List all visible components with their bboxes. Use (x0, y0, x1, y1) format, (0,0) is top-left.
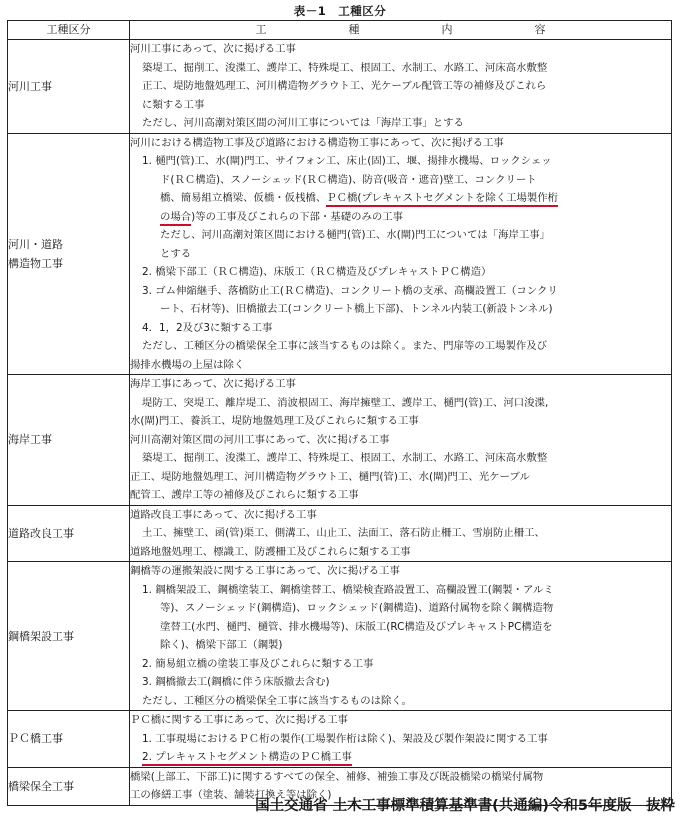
content-line: 水(閘)門工、養浜工、堤防地盤処理工及びこれらに類する工事 (130, 415, 419, 427)
content-line: 4．1，2及び3に類する工事 (142, 321, 273, 334)
category-label: 橋梁保全工事 (8, 779, 74, 793)
table-row (8, 375, 672, 506)
content-line (130, 748, 671, 767)
table-row (8, 505, 672, 562)
content-line: 除く)、橋梁下部工（鋼製) (160, 639, 283, 651)
content-line: ただし、工種区分の橋梁保全工事に該当するものは除く。 (142, 694, 412, 707)
table-row (8, 133, 672, 375)
content-text: )等の工事及びこれらの下部・基礎のみの工事 (191, 210, 404, 223)
content-line: ド(ＲＣ構造)、スノーシェッド(ＲＣ構造)、防音(吸音・遮音)壁工、コンクリート (160, 173, 537, 186)
content-line: とする (160, 247, 192, 260)
content-line (130, 208, 671, 227)
content-line: 正工、堤防地盤処理工、河川構造物グラウト工、樋門(管)工、水(閘)門工、光ケーブル (130, 470, 530, 483)
content-cell (130, 562, 672, 711)
content-cell (130, 133, 672, 375)
table-row (8, 711, 672, 768)
category-label: 構造物工事 (8, 256, 63, 270)
content-cell (130, 711, 672, 768)
content-line: 堤防工、突堤工、離岸堤工、消波根固工、海岸擁壁工、護岸工、樋門(管)工、河口浚渫, (142, 396, 549, 409)
content-line: 3. 鋼橋撤去工(鋼橋に伴う床版撤去含む) (142, 676, 330, 688)
content-line: ただし、工種区分の橋梁保全工事に該当するものは除く。また、門扉等の工場製作及び (142, 340, 548, 352)
category-label: 海岸工事 (8, 433, 52, 447)
category-label: 鋼橋架設工事 (8, 629, 74, 643)
content-line: 河川高潮対策区間の河川工事にあって、次に掲げる工事 (130, 433, 390, 446)
category-cell (8, 375, 130, 506)
source-footer: 国土交通省 土木工事標準積算基準書(共通編)令和5年度版 抜粋 (255, 798, 675, 814)
content-line: 橋梁(上部工、下部工)に関するすべての保全、補修、補強工事及び既設橋梁の橋梁付属物 (130, 770, 544, 783)
category-cell (8, 767, 130, 805)
content-line: 築堤工、掘削工、浚渫工、護岸工、特殊堤工、根固工、水制工、水路工、河床高水敷整 (142, 61, 548, 74)
content-line: 等)、スノーシェッド(鋼構造)、ロックシェッド(鋼構造)、道路付属物を除く鋼構造物 (160, 602, 554, 614)
category-label: 道路改良工事 (8, 526, 74, 540)
content-line: 塗替工(水門、樋門、樋管、排水機場等)、床版工(RC構造及びプレキャストPC構造を (160, 620, 553, 633)
category-cell (8, 133, 130, 375)
content-line: 1. 鋼橋架設工、鋼橋塗装工、鋼橋塗替工、橋梁検査路設置工、高欄設置工(鋼製・アルミ (142, 583, 554, 596)
highlighted-text: ＰＣ橋(プレキャストセグメントを除く工場製作桁 (326, 192, 558, 207)
content-line: 2. 簡易組立橋の塗装工事及びこれらに類する工事 (142, 657, 374, 670)
content-line: ただし、河川高潮対策区間における樋門(管)工、水(閘)門工については「海岸工事」 (160, 229, 551, 241)
category-label: 河川工事 (8, 79, 52, 93)
content-line: 土工、擁壁工、函(管)渠工、側溝工、山止工、法面工、落石防止柵工、雪崩防止柵工、 (142, 527, 545, 539)
content-line: 配管工、護岸工等の補修及びこれらに類する工事 (130, 489, 359, 501)
content-cell (130, 375, 672, 506)
table-row (8, 562, 672, 711)
content-line: 河川における構造物工事及び道路における構造物工事にあって、次に掲げる工事 (130, 136, 504, 149)
content-line: 2. 橋梁下部工（ＲＣ構造)、床版工（ＲＣ構造及びプレキャストＰＣ構造） (142, 266, 492, 278)
content-line: ＰＣ橋に関する工事にあって、次に掲げる工事 (130, 714, 348, 726)
content-line: に類する工事 (142, 98, 205, 111)
content-line: 道路改良工事にあって、次に掲げる工事 (130, 508, 317, 521)
table-row (8, 40, 672, 134)
content-line (130, 189, 671, 208)
content-line: ート、石材等)、旧橋撤去工(コンクリート橋上下部)、トンネル内装工(新設トンネル) (160, 303, 553, 315)
work-type-table (7, 20, 672, 806)
content-line: 工の修繕工事（塗装、舗装打換え等は除く) (130, 789, 332, 801)
content-line: 河川工事にあって、次に掲げる工事 (130, 43, 296, 55)
header-category: 工種区分 (8, 21, 130, 40)
content-cell (130, 505, 672, 562)
content-line: 築堤工、掘削工、浚渫工、護岸工、特殊堤工、根固工、水制工、水路工、河床高水敷整 (142, 452, 548, 464)
category-cell (8, 40, 130, 134)
content-text: 橋、簡易組立橋梁、仮橋・仮桟橋、 (160, 192, 327, 204)
category-label: 河川・道路 (8, 237, 63, 251)
table-caption: 表－1 工種区分 (293, 4, 387, 18)
content-line: 3. ゴム伸縮継手、落橋防止工(ＲＣ構造)、コンクリート橋の支承、高欄設置工（コンクリ (142, 284, 558, 297)
category-cell (8, 711, 130, 768)
highlighted-text: 2. プレキャストセグメント構造のＰＣ橋工事 (142, 751, 352, 766)
table-header-row (8, 21, 672, 40)
category-label: ＰＣ橋工事 (8, 732, 63, 746)
highlighted-text: の場合 (160, 211, 191, 226)
content-line: 海岸工事にあって、次に掲げる工事 (130, 378, 296, 390)
content-line: 道路地盤処理工、標識工、防護柵工及びこれらに類する工事 (130, 545, 411, 558)
content-line: 正工、堤防地盤処理工、河川構造物グラウト工、光ケーブル配管工等の補修及びこれら (142, 80, 547, 92)
header-content: 工 種 内 容 (130, 21, 672, 40)
content-cell (130, 40, 672, 134)
content-line: 揚排水機場の上屋は除く (130, 358, 245, 371)
content-line: 1. 樋門(管)工、水(閘)門工、サイフォン工、床止(固)工、堰、揚排水機場、ロックシェッ (142, 155, 552, 167)
content-line: 1. 工事現場におけるＰＣ桁の製作(工場製作桁は除く)、架設及び製作架設に関する工事 (142, 732, 548, 745)
category-cell (8, 505, 130, 562)
category-cell (8, 562, 130, 711)
content-line: ただし、河川高潮対策区間の河川工事については「海岸工事」とする (142, 117, 464, 129)
content-line: 鋼橋等の運搬架設に関する工事にあって、次に掲げる工事 (130, 565, 400, 577)
